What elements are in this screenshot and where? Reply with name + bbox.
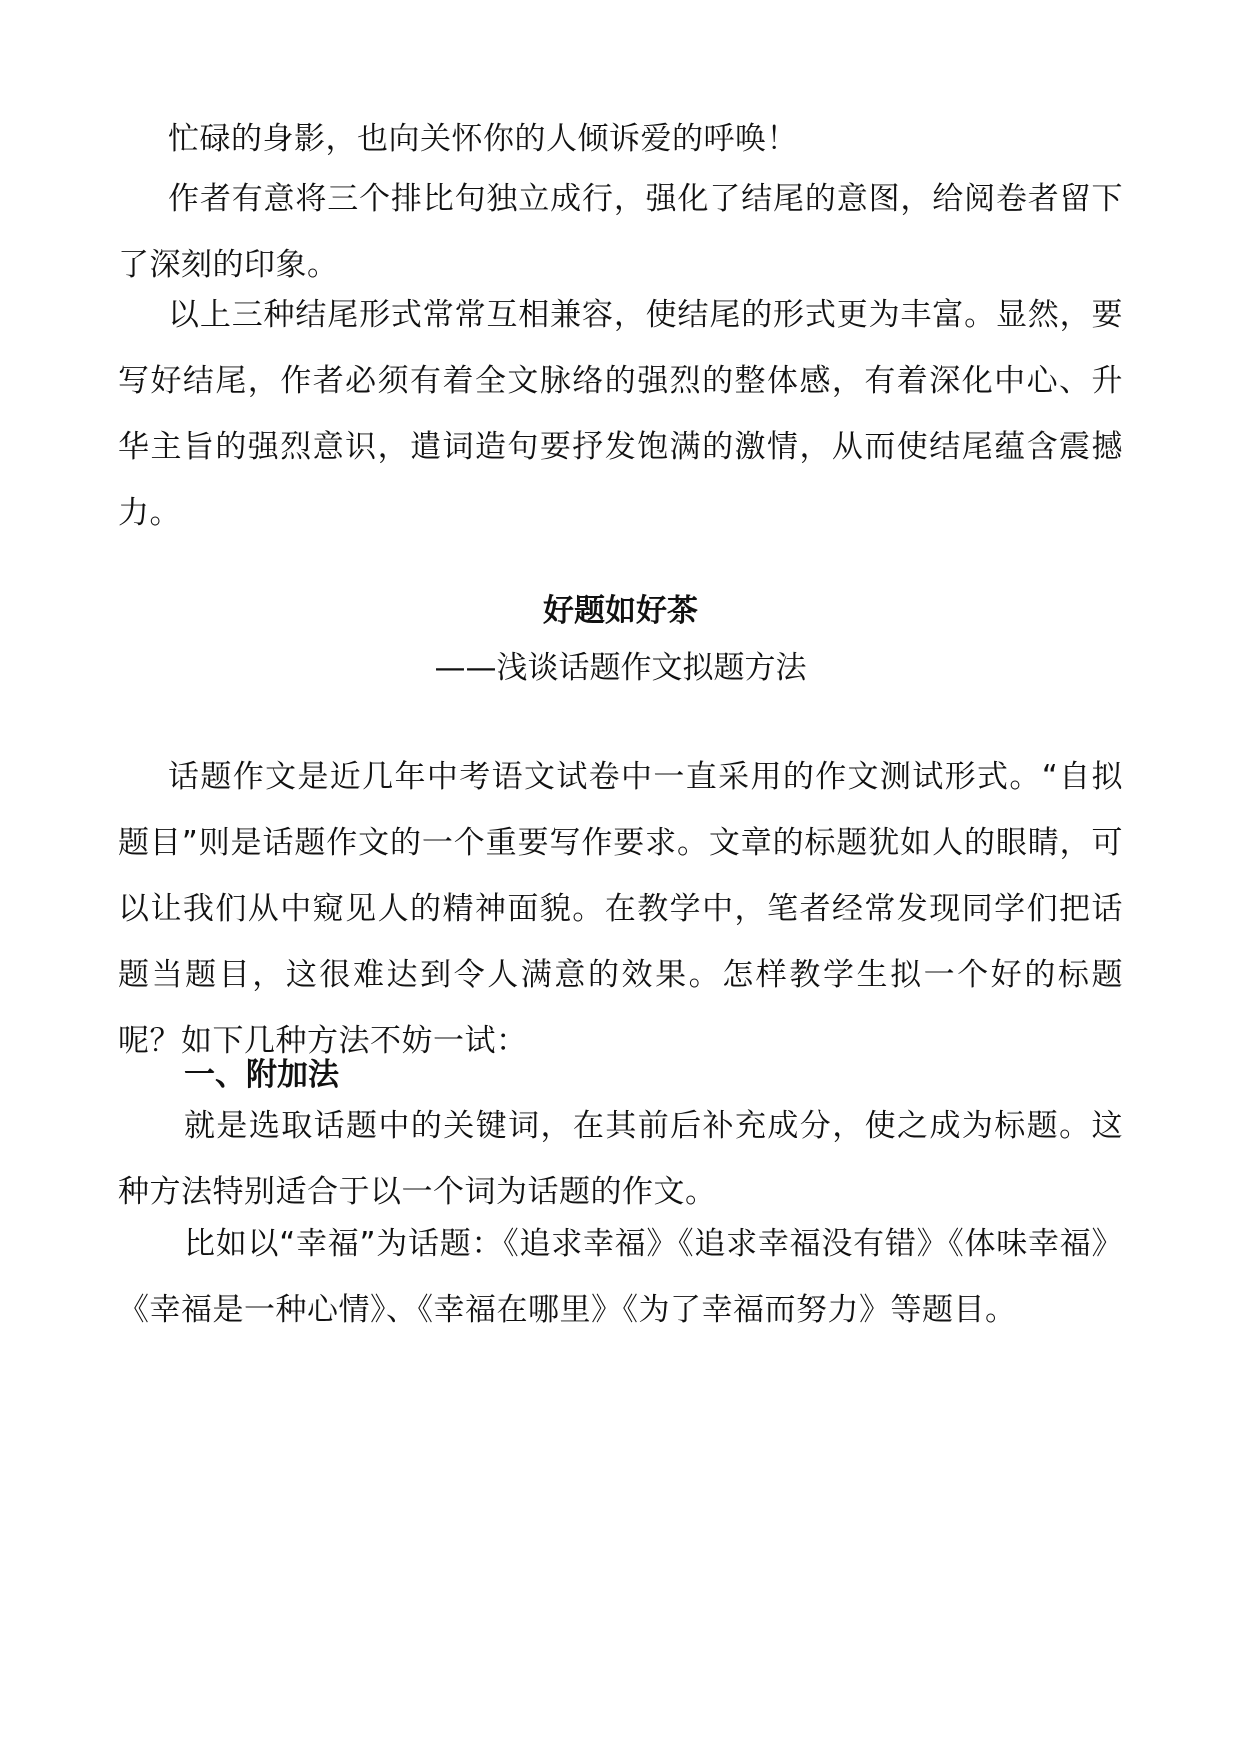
paragraph-introduction: 话题作文是近几年中考语文试卷中一直采用的作文测试形式。“自拟题目”则是话题作文的一个重要写作要求。文章的标题犹如人的眼睛，可以让我们从中窥见人的精神面貌。在教学中，笔者经常发现同学们把话题当题目，这很难达到令人满意的效果。怎样教学生拟一个好的标题呢？如下几种方法不妨一试：	[118, 759, 1123, 1059]
paragraph-method-description: 就是选取话题中的关键词，在其前后补充成分，使之成为标题。这种方法特别适合于以一个词为话题的作文。	[118, 1108, 1123, 1210]
article-subtitle: ——浅谈话题作文拟题方法	[434, 650, 807, 686]
section-heading: 一、附加法	[184, 1057, 339, 1093]
paragraph-author-intent: 作者有意将三个排比句独立成行，强化了结尾的意图，给阅卷者留下了深刻的印象。	[118, 181, 1123, 283]
paragraph-example: 比如以“幸福”为话题：《追求幸福》《追求幸福没有错》《体味幸福》《幸福是一种心情》、《幸福在哪里》《为了幸福而努力》等题目。	[118, 1226, 1123, 1328]
article-title: 好题如好茶	[543, 593, 698, 629]
paragraph-continuation: 忙碌的身影，也向关怀你的人倾诉爱的呼唤！	[168, 121, 798, 157]
paragraph-ending-summary: 以上三种结尾形式常常互相兼容，使结尾的形式更为丰富。显然，要写好结尾，作者必须有着全文脉络的强烈的整体感，有着深化中心、升华主旨的强烈意识，遣词造句要抒发饱满的激情，从而使结尾蕴含震撼力。	[118, 297, 1123, 531]
